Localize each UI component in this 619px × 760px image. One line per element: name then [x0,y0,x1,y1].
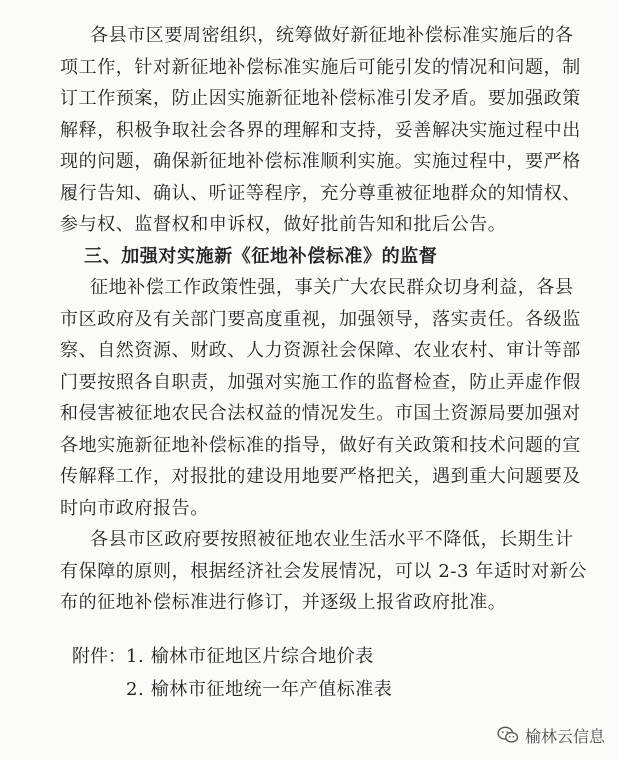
paragraph-1-line: 履行告知、确认、听证等程序，充分尊重被征地群众的知情权、 [60,183,581,204]
attachment-item: 2. 榆林市征地统一年产值标准表 [126,679,393,700]
paragraph-2-line: 传解释工作，对报批的建设用地要严格把关，遇到重大问题要及 [60,466,581,487]
watermark [497,720,605,750]
paragraph-2-line: 察、自然资源、财政、人力资源社会保障、农业农村、审计等部 [60,340,581,361]
paragraph-2-line: 市区政府及有关部门要高度重视，加强领导，落实责任。各级监 [60,309,581,330]
paragraph-3-line: 有保障的原则，根据经济社会发展情况，可以 2-3 年适时对新公 [60,561,588,582]
paragraph-2-line: 各地实施新征地补偿标准的指导，做好有关政策和技术问题的宣 [60,435,581,456]
section-heading: 三、加强对实施新《征地补偿标准》的监督 [84,246,438,267]
paragraph-2-line: 门要按照各自职责，加强对实施工作的监督检查，防止弄虚作假 [60,372,581,393]
paragraph-2-line: 时向市政府报告。 [60,498,209,519]
paragraph-3-line: 各县市区政府要按照被征地农业生活水平不降低，长期生计 [90,529,574,550]
paragraph-1-line: 解释，积极争取社会各界的理解和支持，妥善解决实施过程中出 [60,120,581,141]
watermark-text: 榆林云信息 [524,726,605,746]
wechat-icon [497,726,519,744]
paragraph-1-line: 现的问题，确保新征地补偿标准顺利实施。实施过程中，要严格 [60,151,581,172]
paragraph-1-line: 项工作，针对新征地补偿标准实施后可能引发的情况和问题，制 [60,57,581,78]
paragraph-1-line: 各县市区要周密组织，统筹做好新征地补偿标准实施后的各 [90,25,574,46]
paragraph-3-line: 布的征地补偿标准进行修订，并逐级上报省政府批准。 [60,592,507,613]
paragraph-2-line: 征地补偿工作政策性强，事关广大农民群众切身利益，各县 [90,277,574,298]
paragraph-1-line: 参与权、监督权和申诉权，做好批前告知和批后公告。 [60,214,507,235]
attachments-label: 附件： [72,646,126,667]
paragraph-2-line: 和侵害被征地农民合法权益的情况发生。市国土资源局要加强对 [60,403,581,424]
paragraph-1-line: 订工作预案，防止因实施新征地补偿标准引发矛盾。要加强政策 [60,88,581,109]
attachment-item: 1. 榆林市征地区片综合地价表 [126,646,374,667]
